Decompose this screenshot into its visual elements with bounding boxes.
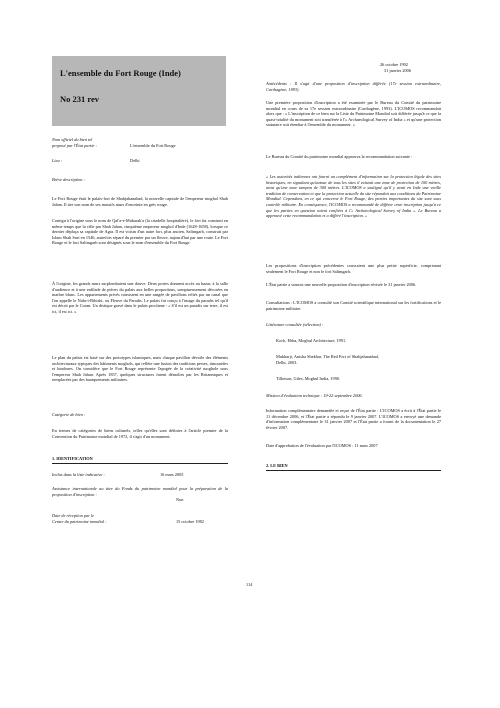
literature-label: Littérature consultée (sélection) : <box>266 322 324 327</box>
title-reference-number: No 231 rev <box>60 94 100 104</box>
paragraph-layout: À l'origine, les grands murs surplombaient une douve. Deux portes donnent accès au bazar, à la salle d'audience et à une enfilade de pièces du palais aux belles proportions, somptueusement décorées en marbre blanc. Les appartements privés consistent en une rangée de pavillons reliés par un canal que l'on appelle le Nahr-i-Bihisht, ou Fleuve du Paradis. Le palais fut conçu à l'image du paradis tel qu'il est décrit par le Coran. Un distique gravé dans le palais proclame : « S'il est un paradis sur terre, il est ici, il est ici. » <box>52 281 228 314</box>
paragraph-previous-nominations: Les propositions d'inscription précédentes couvraient une plus petite superficie, comprenant seulement le Fort Rouge et non le fort Salimgarh. <box>266 263 441 274</box>
section-property-heading: 2. LE BIEN <box>266 463 288 468</box>
reception-date-2: 26 octobre 1992 <box>380 62 408 67</box>
section-rule <box>52 463 228 464</box>
place-label: Lieu : <box>52 158 63 163</box>
title-heading: L'ensemble du Fort Rouge (Inde) <box>60 68 181 78</box>
approval-date: Date d'approbation de l'évaluation par l'ICOMOS : 11 mars 2007 <box>266 443 378 448</box>
international-assistance-label: Assistance internationale au titre du Fonds du patrimoine mondial pour la préparation de la proposition d'inscription : <box>52 486 228 497</box>
category-label: Catégorie de bien : <box>52 412 86 417</box>
literature-item-mukharji: Mukharji, Anisha Shekhar, The Red Fort of Shahjahanabad, Delhi, 2003. <box>276 354 379 365</box>
reception-date-label: Date de réception par le Centre du patrimoine mondial : <box>52 513 107 524</box>
international-assistance-value: Non <box>176 497 184 503</box>
reception-date-value: 15 octobre 1982 <box>176 518 204 524</box>
official-name-value: L'ensemble du Fort Rouge <box>130 142 176 148</box>
antecedents: Antécédents : Il s'agit d'une proposition d'inscription différée (17e session extraordinaire, Carthagène, 1993). <box>266 81 441 92</box>
paragraph-intro: Le Fort Rouge était le palais-fort de Shahjahanabad, la nouvelle capitale de l'empereur moghol Shah Jahan. Il tire son nom de ses massifs murs d'enceinte en grès rouge. <box>52 196 228 207</box>
paragraph-consultations: Consultations : L'ICOMOS a consulté son Comité scientifique international sur les fortifications et le patrimoine militaire. <box>266 300 441 311</box>
literature-item-koch: Koch, Ebba, Moghul Architecture, 1991. <box>276 338 347 343</box>
paragraph-first-nomination: Une première proposition d'inscription a été examinée par le Bureau du Comité du patrimoine mondial en cours de sa 17e session extraordinaire (Carthagène, 1993). L'ICOMOS recommandait alors que : « L'inscription de ce bien sur la Liste du Patrimoine Mondial soit différée jusqu'à ce que la quasi-totalité du monument soit transférée à l'« Archaeological Survey of India » et qu'une protection statutaire soit étendue à l'ensemble du monument. » <box>266 100 441 128</box>
title-box <box>52 56 226 126</box>
tentative-list-value: 16 mars 2005 <box>160 472 184 477</box>
paragraph-category: En termes de catégories de biens culturels, telles qu'elles sont définies à l'article premier de la Convention du Patrimoine mondial de 1972, il s'agit d'un monument. <box>52 428 228 439</box>
reception-date-3: 31 janvier 2006 <box>384 68 411 73</box>
paragraph-plan: Le plan du palais est basé sur des prototypes islamiques, mais chaque pavillon dévoile des éléments architecturaux typiques des bâtiments moghols, qui reflète une fusion des traditions perses, timourides et hindoues. On considère que le Fort Rouge représente l'apogée de la créativité moghole sous l'empereur Shah Jahan. Après 1857, quelques structures furent démolies par les Britanniques et remplacées par des baraquements militaires. <box>52 355 228 383</box>
section-identification-heading: 1. IDENTIFICATION <box>52 456 93 461</box>
technical-mission: Mission d'évaluation technique : 19-22 septembre 2006. <box>266 393 363 398</box>
literature-item-tillotson: Tillotson, Giles, Moghul India, 1990. <box>276 376 341 381</box>
paragraph-bureau-quote: « Les autorités indiennes ont fourni un complément d'information sur la protection légale des sites historiques, en signalant qu'autour de tous les sites il existait une zone de protection de 100 mètres, ainsi qu'une zone tampon de 300 mètres. L'ICOMOS a souligné qu'il y avait en Inde une vieille tradition de conservation et que la protection actuelle du site répondait aux conditions du Patrimoine Mondial. Cependant, en ce qui concerne le Fort Rouge, des parties importantes du site sont sous contrôle militaire. En conséquence, l'ICOMOS a recommandé de différer cette inscription jusqu'à ce que les parties en question soient confiées à l'« Archaeological Survey of India ». Le Bureau a approuvé cette recommandation et a différé l'inscription. » <box>266 174 441 219</box>
paragraph-additional-information: Information complémentaire demandée et reçue de l'État partie : L'ICOMOS a écrit à l'État partie le 11 décembre 2006, et l'État partie a répondu le 9 janvier 2007. L'ICOMOS a envoyé une demande d'information complémentaire le 31 janvier 2007 et l'État partie a fourni de la documentation le 27 février 2007. <box>266 408 441 430</box>
paragraph-history: Contigu à l'origine sous le nom de Qal'a-e-Mubarak'a (la citadelle hospitalière), le fort fut construit en même temps que la ville par Shah Jahan, cinquième empereur moghol d'Inde (1628-1658), lorsque ce dernier déplaça sa capitale de Agra. Il est voisin d'un autre fort, plus ancien, Salimgarh, construit par Islam Shah Suri en 1546, autrefois séparé du premier par un fleuve, aujourd'hui par une route. Le Fort Rouge et le fort Salimgarh sont désignés sous le nom d'ensemble du Fort Rouge. <box>52 218 228 246</box>
place-value: Delhi <box>130 158 140 163</box>
section-rule <box>266 470 441 471</box>
paragraph-revised-nomination: L'État partie a soumis une nouvelle proposition d'inscription révisée le 31 janvier 2006. <box>266 282 417 287</box>
paragraph-bureau: Le Bureau du Comité du patrimoine mondial approuva la recommandation suivante : <box>266 154 413 159</box>
page-number: 114 <box>246 582 253 587</box>
brief-description-label: Brève description : <box>52 177 85 182</box>
official-name-label: Nom officiel du bien tel proposé par l'État partie : <box>52 137 97 148</box>
tentative-list-label: Inclus dans la liste indicative : <box>52 472 105 477</box>
